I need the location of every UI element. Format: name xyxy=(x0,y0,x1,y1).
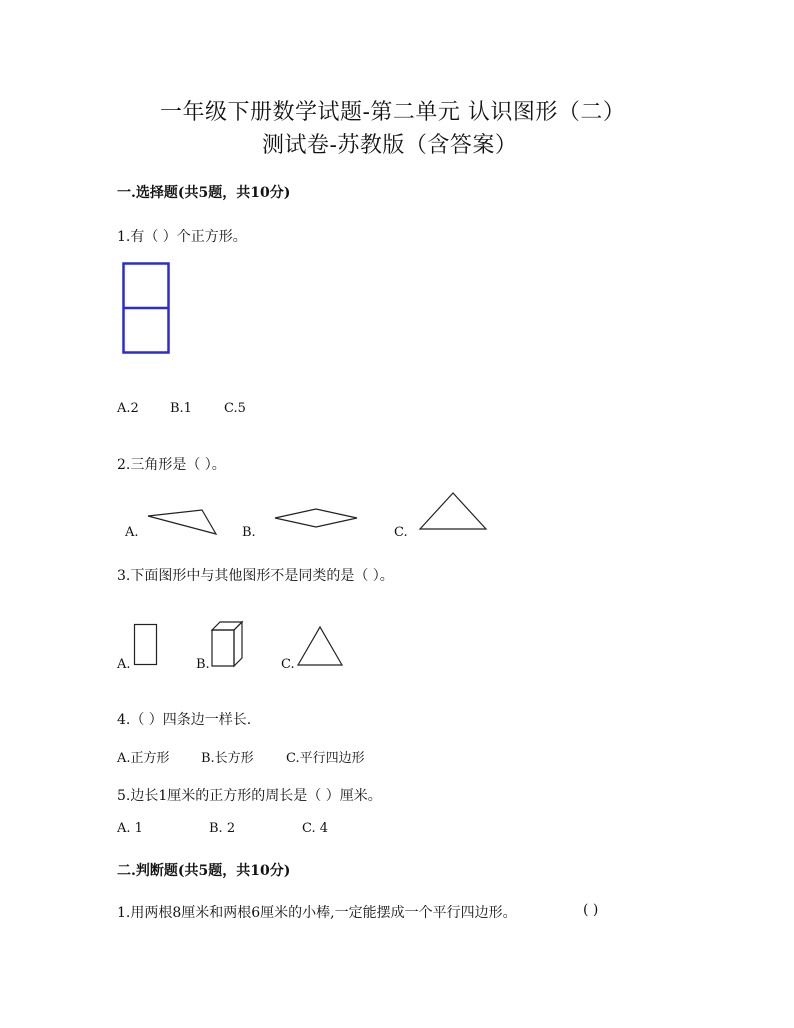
question-4-text: 4.（ ）四条边一样长. xyxy=(117,712,252,728)
q5-option-c[interactable]: C. 4 xyxy=(302,821,329,836)
page-title-line2: 测试卷-苏教版（含答案） xyxy=(262,133,518,158)
q1-option-b[interactable]: B.1 xyxy=(170,401,192,416)
q2-option-a[interactable]: A. xyxy=(125,525,139,540)
q3-option-c[interactable]: C. xyxy=(281,657,295,672)
q2-option-c-triangle xyxy=(418,491,488,531)
q2-option-c[interactable]: C. xyxy=(394,525,408,540)
judgment-1-answer-blank[interactable]: ( ) xyxy=(583,902,599,918)
q3-option-b-cuboid xyxy=(210,620,244,668)
q3-option-b[interactable]: B. xyxy=(196,657,210,672)
q5-option-b[interactable]: B. 2 xyxy=(209,821,236,836)
q2-option-b[interactable]: B. xyxy=(242,525,256,540)
q3-option-c-triangle xyxy=(296,625,344,667)
q3-option-a-rectangle xyxy=(133,623,159,667)
q1-option-a[interactable]: A.2 xyxy=(117,401,139,416)
q5-option-a[interactable]: A. 1 xyxy=(117,821,143,836)
section-heading-judgment: 二.判断题(共5题，共10分) xyxy=(117,863,291,879)
q2-option-a-thin-triangle xyxy=(146,508,218,536)
question-2-text: 2.三角形是（ ）。 xyxy=(117,457,226,473)
page-title-line1: 一年级下册数学试题-第二单元 认识图形（二） xyxy=(160,100,626,125)
q2-option-b-rhombus xyxy=(273,507,359,529)
judgment-1-text: 1.用两根8厘米和两根6厘米的小棒,一定能摆成一个平行四边形。 xyxy=(117,905,517,921)
q4-option-b[interactable]: B.长方形 xyxy=(201,751,254,766)
question-5-text: 5.边长1厘米的正方形的周长是（ ）厘米。 xyxy=(117,788,382,804)
q3-option-a[interactable]: A. xyxy=(117,657,131,672)
q1-option-c[interactable]: C.5 xyxy=(224,401,246,416)
q4-option-c[interactable]: C.平行四边形 xyxy=(286,751,365,766)
section-heading-choice: 一.选择题(共5题，共10分) xyxy=(117,185,291,201)
question-3-text: 3.下面图形中与其他图形不是同类的是（ ）。 xyxy=(117,568,394,584)
q4-option-a[interactable]: A.正方形 xyxy=(117,751,170,766)
question-1-text: 1.有（ ）个正方形。 xyxy=(117,229,247,245)
q1-stacked-squares-figure xyxy=(122,262,172,354)
